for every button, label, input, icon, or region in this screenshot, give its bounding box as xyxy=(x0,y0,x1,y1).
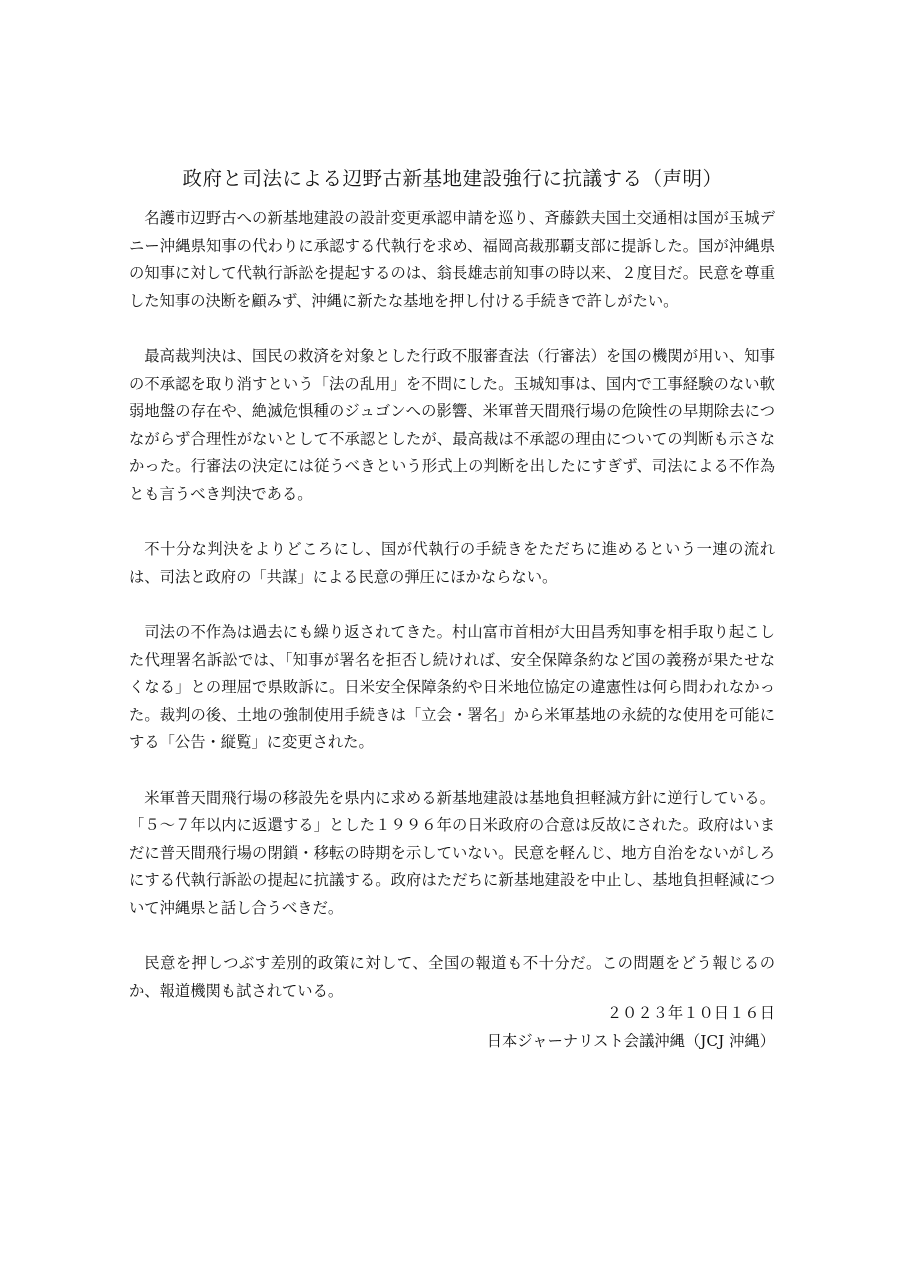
paragraph-4: 司法の不作為は過去にも繰り返されてきた。村山富市首相が大田昌秀知事を相手取り起こした代理署名訴訟では、「知事が署名を拒否し続ければ、安全保障条約など国の義務が果たせなくなる」との理屈で県敗訴に。日米安全保障条約や日米地位協定の違憲性は何ら問われなかった。裁判の後、土地の強制使用手続きは「立会・署名」から米軍基地の永続的な使用を可能にする「公告・縦覧」に変更された。 xyxy=(129,623,775,751)
document-body xyxy=(129,205,775,1033)
paragraph-6: 民意を押しつぶす差別的政策に対して、全国の報道も不十分だ。この問題をどう報じるのか、報道機関も試されている。 xyxy=(129,954,775,1000)
paragraph-3: 不十分な判決をよりどころにし、国が代執行の手続きをただちに進めるという一連の流れは、司法と政府の「共謀」による民意の弾圧にほかならない。 xyxy=(129,540,775,586)
paragraph-1: 名護市辺野古への新基地建設の設計変更承認申請を巡り、斉藤鉄夫国土交通相は国が玉城デニー沖縄県知事の代わりに承認する代執行を求め、福岡高裁那覇支部に提訴した。国が沖縄県の知事に対して代執行訴訟を提起するのは、翁長雄志前知事の時以来、２度目だ。民意を尊重した知事の決断を顧みず、沖縄に新たな基地を押し付ける手続きで許しがたい。 xyxy=(129,209,775,310)
paragraph-2: 最高裁判決は、国民の救済を対象とした行政不服審査法（行審法）を国の機関が用い、知事の不承認を取り消すという「法の乱用」を不問にした。玉城知事は、国内で工事経験のない軟弱地盤の存在や、絶滅危惧種のジュゴンへの影響、米軍普天間飛行場の危険性の早期除去につながらず合理性がないとして不承認としたが、最高裁は不承認の理由についての判断も示さなかった。行審法の決定には従うべきという形式上の判断を出したにすぎず、司法による不作為とも言うべき判決である。 xyxy=(129,347,775,503)
statement-organization: 日本ジャーナリスト会議沖縄（JCJ 沖縄） xyxy=(486,1032,775,1050)
paragraph-5: 米軍普天間飛行場の移設先を県内に求める新基地建設は基地負担軽減方針に逆行している。「５～７年以内に返還する」とした１９９６年の日米政府の合意は反故にされた。政府はいまだに普天間飛行場の閉鎖・移転の時期を示していない。民意を軽んじ、地方自治をないがしろにする代執行訴訟の提起に抗議する。政府はただちに新基地建設を中止し、基地負担軽減について沖縄県と話し合うべきだ。 xyxy=(129,788,775,917)
document-title: 政府と司法による辺野古新基地建設強行に抗議する（声明） xyxy=(182,167,723,190)
statement-date: ２０２３年１０日１６日 xyxy=(606,1004,775,1022)
